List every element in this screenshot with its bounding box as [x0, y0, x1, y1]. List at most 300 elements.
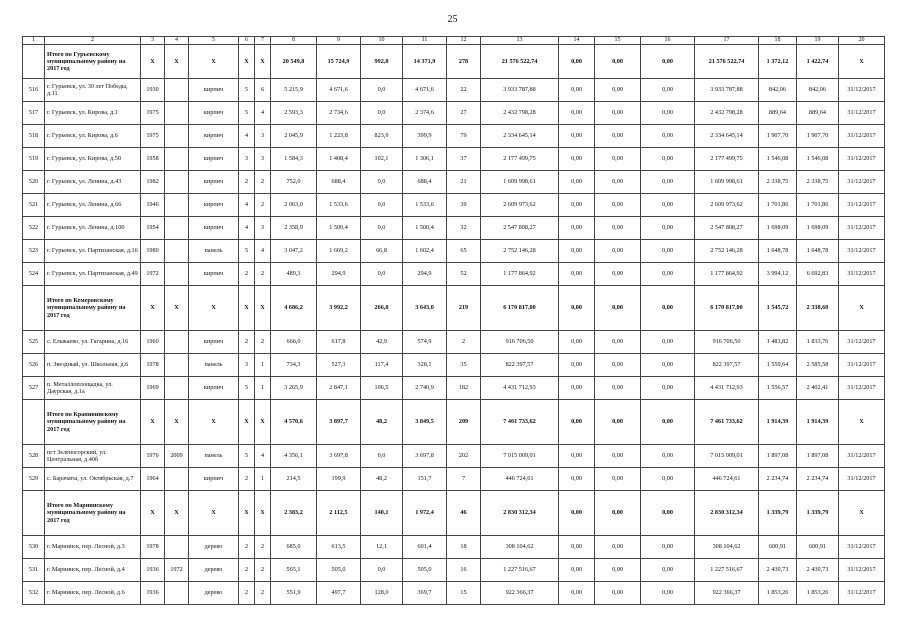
- table-cell: 0,00: [559, 582, 595, 605]
- table-cell: 526: [23, 354, 45, 377]
- table-cell: 528: [23, 445, 45, 468]
- table-cell: 734,3: [271, 354, 317, 377]
- table-cell: [165, 582, 189, 605]
- table-cell: 1958: [141, 148, 165, 171]
- table-cell: X: [255, 45, 271, 79]
- table-cell: X: [141, 286, 165, 331]
- table-cell: 369,7: [403, 582, 447, 605]
- table-cell: 922 366,37: [695, 582, 759, 605]
- table-cell: 3 994,12: [759, 263, 797, 286]
- table-cell: 32: [447, 217, 481, 240]
- table-cell: 2: [239, 536, 255, 559]
- table-cell: 916 706,50: [481, 331, 559, 354]
- table-cell: 565,1: [271, 559, 317, 582]
- table-cell: 3 265,9: [271, 377, 317, 400]
- address-cell: г. Мариинск, пер. Лесной, д.6: [45, 582, 141, 605]
- address-cell: г. Гурьевск, ул. Партизанская, д.16: [45, 240, 141, 263]
- address-cell: пгт Зеленогорский, ул. Центральная, д.40б: [45, 445, 141, 468]
- column-header: 9: [317, 37, 361, 45]
- table-cell: 2 847,1: [317, 377, 361, 400]
- table-cell: 0,00: [559, 536, 595, 559]
- table-cell: 42,9: [361, 331, 403, 354]
- table-cell: кирпич: [189, 171, 239, 194]
- table-cell: 2009: [165, 445, 189, 468]
- table-cell: 0,00: [595, 400, 641, 445]
- table-cell: 4 686,2: [271, 286, 317, 331]
- table-cell: 4 356,1: [271, 445, 317, 468]
- table-cell: 2 432 798,28: [481, 102, 559, 125]
- table-cell: 278: [447, 45, 481, 79]
- table-cell: 2 830 312,34: [695, 491, 759, 536]
- table-cell: 5: [239, 377, 255, 400]
- column-header: 8: [271, 37, 317, 45]
- table-cell: 7: [447, 468, 481, 491]
- table-cell: 1 914,39: [759, 400, 797, 445]
- table-cell: 2 177 499,75: [695, 148, 759, 171]
- table-cell: 489,3: [271, 263, 317, 286]
- table-cell: 1 833,76: [797, 331, 839, 354]
- table-cell: 0,00: [559, 445, 595, 468]
- table-cell: 842,06: [797, 79, 839, 102]
- table-cell: 128,0: [361, 582, 403, 605]
- column-header: 14: [559, 37, 595, 45]
- table-cell: 0,00: [595, 148, 641, 171]
- table-cell: 992,8: [361, 45, 403, 79]
- column-header: 20: [839, 37, 885, 45]
- table-cell: 3 933 787,88: [695, 79, 759, 102]
- table-cell: 199,9: [317, 468, 361, 491]
- table-cell: 1 546,08: [797, 148, 839, 171]
- table-cell: 0,00: [595, 102, 641, 125]
- table-cell: 2 374,6: [403, 102, 447, 125]
- table-cell: 328,1: [403, 354, 447, 377]
- table-cell: 2 430,73: [797, 559, 839, 582]
- address-cell: г. Гурьевск, ул. Ленина, д.43: [45, 171, 141, 194]
- table-cell: 1 897,08: [797, 445, 839, 468]
- column-header: 16: [641, 37, 695, 45]
- table-cell: 4 671,6: [403, 79, 447, 102]
- table-cell: 0,00: [595, 194, 641, 217]
- table-cell: 532: [23, 582, 45, 605]
- table-cell: X: [165, 286, 189, 331]
- table-cell: 2 830 312,34: [481, 491, 559, 536]
- table-cell: 2 740,9: [403, 377, 447, 400]
- table-cell: 523: [23, 240, 45, 263]
- table-cell: 3 897,7: [317, 400, 361, 445]
- table-cell: 2 734,6: [317, 102, 361, 125]
- table-cell: кирпич: [189, 102, 239, 125]
- table-cell: 0,00: [641, 171, 695, 194]
- table-row: [23, 79, 885, 102]
- table-cell: 516: [23, 79, 45, 102]
- table-cell: 2 338,75: [759, 171, 797, 194]
- table-cell: 685,0: [271, 536, 317, 559]
- table-cell: 27: [447, 102, 481, 125]
- address-cell: г. Гурьевск, ул. Кирова, д.50: [45, 148, 141, 171]
- table-row: [23, 354, 885, 377]
- table-cell: панель: [189, 445, 239, 468]
- table-cell: 1975: [141, 125, 165, 148]
- address-cell: с. Елыкаево, ул. Гагарина, д.16: [45, 331, 141, 354]
- table-cell: 2: [239, 263, 255, 286]
- table-cell: 574,9: [403, 331, 447, 354]
- table-cell: 2: [255, 536, 271, 559]
- table-cell: дерево: [189, 559, 239, 582]
- table-row: [23, 240, 885, 263]
- table-cell: [23, 286, 45, 331]
- table-row: [23, 445, 885, 468]
- column-header: 1: [23, 37, 45, 45]
- table-cell: 1946: [141, 194, 165, 217]
- table-cell: 2 338,60: [797, 286, 839, 331]
- table-cell: 31/12/2017: [839, 217, 885, 240]
- table-cell: X: [189, 400, 239, 445]
- table-cell: 1 609 998,61: [481, 171, 559, 194]
- table-cell: 1954: [141, 217, 165, 240]
- table-cell: X: [255, 286, 271, 331]
- table-cell: 0,00: [595, 559, 641, 582]
- table-cell: [165, 194, 189, 217]
- address-cell: г. Мариинск, пер. Лесной, д.4: [45, 559, 141, 582]
- table-cell: 12,1: [361, 536, 403, 559]
- table-cell: 0,00: [641, 445, 695, 468]
- table-cell: 0,00: [559, 377, 595, 400]
- table-cell: 0,00: [595, 263, 641, 286]
- table-cell: 2 177 499,75: [481, 148, 559, 171]
- address-cell: п. Металлоплощадка, ул. Даурская, д.1а: [45, 377, 141, 400]
- page-number: 25: [447, 14, 458, 25]
- table-cell: 527,3: [317, 354, 361, 377]
- table-cell: 0,0: [361, 263, 403, 286]
- table-row: [23, 331, 885, 354]
- table-cell: X: [839, 286, 885, 331]
- table-cell: 1 339,79: [797, 491, 839, 536]
- table-cell: 0,00: [559, 45, 595, 79]
- table-cell: 551,9: [271, 582, 317, 605]
- table-cell: 0,00: [595, 217, 641, 240]
- table-cell: 4: [239, 194, 255, 217]
- table-cell: кирпич: [189, 263, 239, 286]
- table-cell: 1 227 516,67: [695, 559, 759, 582]
- table-cell: 916 706,50: [695, 331, 759, 354]
- table-cell: 1 223,8: [317, 125, 361, 148]
- table-cell: кирпич: [189, 217, 239, 240]
- subtotal-row: [23, 45, 885, 79]
- subtotal-row: [23, 400, 885, 445]
- table-cell: 31/12/2017: [839, 171, 885, 194]
- table-cell: 31/12/2017: [839, 263, 885, 286]
- table-cell: 0,00: [559, 354, 595, 377]
- table-cell: 0,00: [641, 286, 695, 331]
- table-cell: 2: [447, 331, 481, 354]
- table-cell: X: [165, 400, 189, 445]
- table-cell: 0,0: [361, 559, 403, 582]
- table-row: [23, 148, 885, 171]
- table-cell: [165, 125, 189, 148]
- table-cell: 266,8: [361, 286, 403, 331]
- table-cell: 35: [447, 354, 481, 377]
- table-cell: 0,00: [595, 445, 641, 468]
- table-cell: 0,0: [361, 79, 403, 102]
- table-cell: X: [165, 491, 189, 536]
- table-cell: 4: [255, 102, 271, 125]
- table-cell: 0,00: [641, 354, 695, 377]
- table-cell: X: [239, 491, 255, 536]
- table-cell: X: [839, 45, 885, 79]
- table-cell: 31/12/2017: [839, 445, 885, 468]
- table-cell: [165, 331, 189, 354]
- table-cell: 1936: [141, 582, 165, 605]
- address-cell: г. Гурьевск, ул. Ленина, д.66: [45, 194, 141, 217]
- table-cell: 1 648,78: [759, 240, 797, 263]
- table-cell: 1 533,6: [317, 194, 361, 217]
- table-cell: 5: [239, 445, 255, 468]
- table-cell: 0,0: [361, 217, 403, 240]
- table-cell: 4: [239, 125, 255, 148]
- table-cell: 0,0: [361, 445, 403, 468]
- table-cell: 0,00: [641, 536, 695, 559]
- table-cell: [165, 148, 189, 171]
- table-cell: 822 397,57: [695, 354, 759, 377]
- table-cell: 5: [239, 102, 255, 125]
- table-cell: 505,0: [317, 559, 361, 582]
- table-cell: 1 422,74: [797, 45, 839, 79]
- table-cell: 2 112,5: [317, 491, 361, 536]
- table-cell: 0,00: [641, 148, 695, 171]
- table-cell: 0,00: [559, 79, 595, 102]
- table-cell: 601,4: [403, 536, 447, 559]
- table-cell: 3 697,8: [317, 445, 361, 468]
- table-cell: 0,00: [559, 102, 595, 125]
- table-cell: кирпич: [189, 148, 239, 171]
- table-cell: 48,2: [361, 400, 403, 445]
- table-cell: 524: [23, 263, 45, 286]
- column-header: 15: [595, 37, 641, 45]
- table-cell: 0,00: [595, 582, 641, 605]
- column-header: 2: [45, 37, 141, 45]
- table-row: [23, 217, 885, 240]
- table-body: [23, 45, 885, 605]
- table-cell: 0,00: [559, 286, 595, 331]
- table-row: [23, 171, 885, 194]
- table-cell: 2: [255, 331, 271, 354]
- table-cell: 1: [255, 377, 271, 400]
- table-cell: 0,00: [641, 468, 695, 491]
- table-cell: 1 177 864,92: [695, 263, 759, 286]
- table-cell: 3: [255, 148, 271, 171]
- address-cell: Итого по Гурьевскому муниципальному району на 2017 год: [45, 45, 141, 79]
- table-cell: 3 849,5: [403, 400, 447, 445]
- table-cell: 2: [255, 194, 271, 217]
- table-row: [23, 263, 885, 286]
- table-cell: 600,91: [797, 536, 839, 559]
- table-cell: 2: [239, 331, 255, 354]
- table-cell: 1972: [141, 263, 165, 286]
- table-cell: 1976: [141, 445, 165, 468]
- table-cell: 31/12/2017: [839, 377, 885, 400]
- table-cell: 31/12/2017: [839, 582, 885, 605]
- table-cell: 0,0: [361, 171, 403, 194]
- table-cell: 2: [239, 559, 255, 582]
- table-cell: 2 383,2: [271, 491, 317, 536]
- subtotal-row: [23, 286, 885, 331]
- table-cell: 1 897,08: [759, 445, 797, 468]
- column-header: 5: [189, 37, 239, 45]
- table-cell: X: [165, 45, 189, 79]
- table-cell: 0,00: [641, 559, 695, 582]
- table-cell: 522: [23, 217, 45, 240]
- address-cell: г. Мариинск, пер. Лесной, д.3: [45, 536, 141, 559]
- table-cell: [165, 79, 189, 102]
- table-cell: [165, 354, 189, 377]
- table-cell: 102,1: [361, 148, 403, 171]
- table-cell: [165, 102, 189, 125]
- table-cell: 209: [447, 400, 481, 445]
- table-cell: 2 547 808,27: [481, 217, 559, 240]
- table-cell: 4 570,6: [271, 400, 317, 445]
- table-cell: 518: [23, 125, 45, 148]
- table-cell: 1 339,79: [759, 491, 797, 536]
- table-cell: X: [839, 491, 885, 536]
- table-cell: 1 500,4: [403, 217, 447, 240]
- table-cell: 519: [23, 148, 45, 171]
- table-cell: 3 697,8: [403, 445, 447, 468]
- subtotal-row: [23, 491, 885, 536]
- register-table: [22, 36, 885, 605]
- column-header: 4: [165, 37, 189, 45]
- table-cell: панель: [189, 354, 239, 377]
- table-cell: 2 752 146,28: [481, 240, 559, 263]
- table-row: [23, 125, 885, 148]
- table-cell: 2: [255, 559, 271, 582]
- table-cell: 0,00: [595, 491, 641, 536]
- table-cell: 0,00: [595, 125, 641, 148]
- table-cell: 3 992,2: [317, 286, 361, 331]
- address-cell: Итого по Мариинскому муниципальному району на 2017 год: [45, 491, 141, 536]
- table-cell: 2 432 798,28: [695, 102, 759, 125]
- table-cell: 2 547 808,27: [695, 217, 759, 240]
- table-cell: 20 549,8: [271, 45, 317, 79]
- table-cell: 1 500,4: [317, 217, 361, 240]
- table-cell: 0,00: [641, 79, 695, 102]
- table-cell: дерево: [189, 582, 239, 605]
- table-cell: 3: [239, 354, 255, 377]
- table-cell: 1969: [141, 377, 165, 400]
- table-cell: 7 461 733,62: [481, 400, 559, 445]
- table-cell: 21 576 522,74: [481, 45, 559, 79]
- table-cell: 0,00: [559, 559, 595, 582]
- table-cell: 0,00: [641, 400, 695, 445]
- table-cell: 31/12/2017: [839, 102, 885, 125]
- table-cell: 688,4: [317, 171, 361, 194]
- table-cell: 16: [447, 559, 481, 582]
- table-cell: 0,00: [641, 102, 695, 125]
- table-cell: 140,1: [361, 491, 403, 536]
- table-cell: 2 402,41: [797, 377, 839, 400]
- address-cell: г. Гурьевск, ул. Кирова, д.1: [45, 102, 141, 125]
- table-cell: 0,00: [559, 400, 595, 445]
- table-cell: 31/12/2017: [839, 468, 885, 491]
- table-cell: 1978: [141, 536, 165, 559]
- table-cell: 446 724,61: [481, 468, 559, 491]
- table-cell: [165, 217, 189, 240]
- table-cell: 2 063,0: [271, 194, 317, 217]
- table-cell: 1 533,6: [403, 194, 447, 217]
- table-cell: 1936: [141, 559, 165, 582]
- table-cell: кирпич: [189, 194, 239, 217]
- table-cell: 600,91: [759, 536, 797, 559]
- column-header: 12: [447, 37, 481, 45]
- table-cell: 752,0: [271, 171, 317, 194]
- table-cell: 2 045,9: [271, 125, 317, 148]
- table-cell: 1930: [141, 79, 165, 102]
- table-cell: 1972: [165, 559, 189, 582]
- table-cell: 0,00: [641, 45, 695, 79]
- table-cell: 1964: [141, 468, 165, 491]
- table-cell: 31/12/2017: [839, 148, 885, 171]
- table-cell: 5: [239, 79, 255, 102]
- table-cell: 1 546,08: [759, 148, 797, 171]
- table-cell: 22: [447, 79, 481, 102]
- table-cell: 308 104,62: [695, 536, 759, 559]
- table-cell: 889,64: [759, 102, 797, 125]
- table-cell: 6 692,83: [797, 263, 839, 286]
- table-cell: 497,7: [317, 582, 361, 605]
- address-cell: г. Гурьевск, ул. Ленина, д.100: [45, 217, 141, 240]
- table-cell: 182: [447, 377, 481, 400]
- table-cell: 21 576 522,74: [695, 45, 759, 79]
- table-cell: 15 724,9: [317, 45, 361, 79]
- header-row: [23, 37, 885, 45]
- table-cell: 531: [23, 559, 45, 582]
- address-cell: г. Гурьевск, ул. Партизанская, д.49: [45, 263, 141, 286]
- table-cell: 308 104,62: [481, 536, 559, 559]
- table-cell: 399,9: [403, 125, 447, 148]
- table-cell: 0,00: [559, 331, 595, 354]
- table-cell: 0,0: [361, 102, 403, 125]
- column-header: 11: [403, 37, 447, 45]
- column-header: 10: [361, 37, 403, 45]
- table-cell: 0,00: [595, 331, 641, 354]
- table-cell: кирпич: [189, 331, 239, 354]
- table-cell: 1 227 516,67: [481, 559, 559, 582]
- address-cell: г. Гурьевск, ул. Кирова, д.6: [45, 125, 141, 148]
- table-cell: 1 483,82: [759, 331, 797, 354]
- table-cell: [165, 171, 189, 194]
- table-cell: [23, 491, 45, 536]
- table-cell: 7 015 009,01: [481, 445, 559, 468]
- table-cell: 1: [255, 354, 271, 377]
- table-cell: 1982: [141, 171, 165, 194]
- table-cell: 0,00: [559, 194, 595, 217]
- table-cell: 1 698,09: [759, 217, 797, 240]
- column-header: 6: [239, 37, 255, 45]
- table-cell: 7 015 009,01: [695, 445, 759, 468]
- table-cell: кирпич: [189, 125, 239, 148]
- table-cell: X: [239, 400, 255, 445]
- table-cell: 4 671,6: [317, 79, 361, 102]
- table-cell: 2: [239, 468, 255, 491]
- table-cell: 613,5: [317, 536, 361, 559]
- address-cell: Итого по Кемеровскому муниципальному району на 2017 год: [45, 286, 141, 331]
- table-cell: 1978: [141, 354, 165, 377]
- table-cell: 0,00: [595, 468, 641, 491]
- table-cell: 822 397,57: [481, 354, 559, 377]
- table-cell: 3: [255, 125, 271, 148]
- table-cell: X: [189, 45, 239, 79]
- table-cell: 106,5: [361, 377, 403, 400]
- table-cell: 2 585,58: [797, 354, 839, 377]
